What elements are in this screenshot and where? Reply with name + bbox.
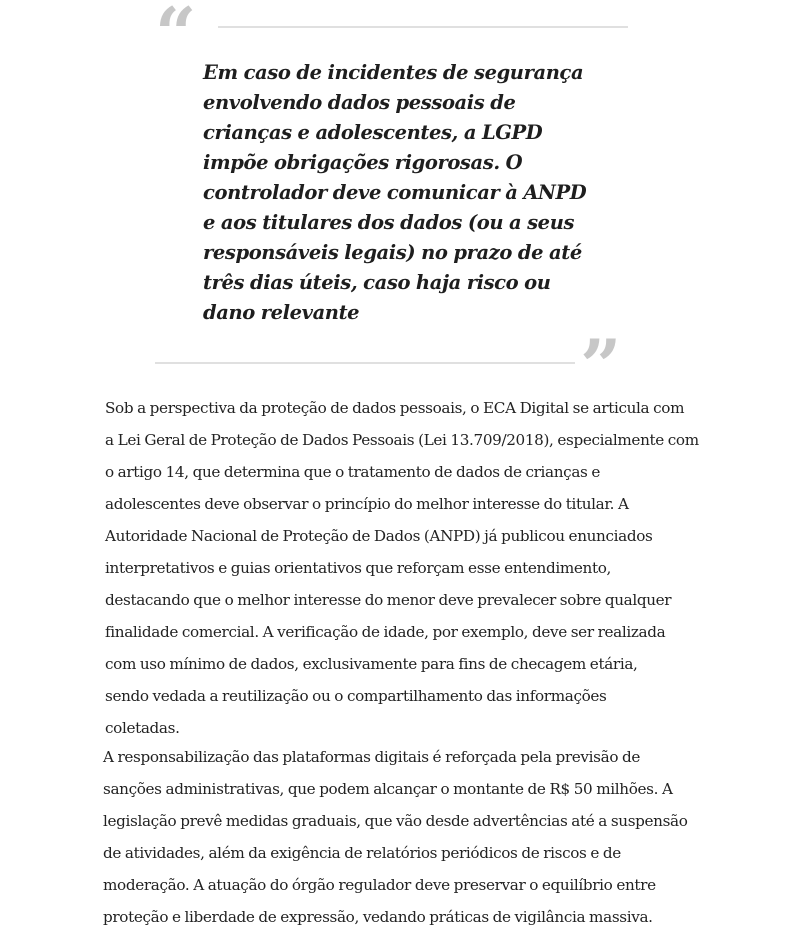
paragraph-line: sanções administrativas, que podem alcançar o montante de R$ 50 milhões. A — [103, 780, 673, 798]
paragraph-line: com uso mínimo de dados, exclusivamente para fins de checagem etária, — [105, 655, 638, 673]
paragraph-line: legislação prevê medidas graduais, que vão desde advertências até a suspensão — [103, 812, 688, 830]
quote-line: responsáveis legais) no prazo de até — [203, 241, 582, 264]
paragraph-line: a Lei Geral de Proteção de Dados Pessoais (Lei 13.709/2018), especialmente com — [105, 431, 699, 449]
paragraph-line: destacando que o melhor interesse do menor deve prevalecer sobre qualquer — [105, 591, 672, 609]
quote-line: Em caso de incidentes de segurança — [203, 61, 584, 84]
paragraph-line: proteção e liberdade de expressão, vedando práticas de vigilância massiva. — [103, 908, 653, 926]
close-quote-icon: ” — [580, 323, 618, 408]
paragraph-line: finalidade comercial. A verificação de idade, por exemplo, deve ser realizada — [105, 623, 666, 641]
quote-bottom-divider — [155, 362, 575, 364]
pull-quote — [155, 0, 630, 408]
quote-line: crianças e adolescentes, a LGPD — [203, 121, 543, 144]
paragraph-line: o artigo 14, que determina que o tratamento de dados de crianças e — [105, 463, 601, 481]
paragraph-line: A responsabilização das plataformas digitais é reforçada pela previsão de — [103, 748, 640, 766]
paragraph-line: moderação. A atuação do órgão regulador deve preservar o equilíbrio entre — [103, 876, 656, 894]
quote-line: controlador deve comunicar à ANPD — [203, 181, 587, 204]
quote-line: dano relevante — [203, 301, 360, 324]
paragraph-line: coletadas. — [105, 719, 180, 737]
paragraph-line: Sob a perspectiva da proteção de dados pessoais, o ECA Digital se articula com — [105, 399, 685, 417]
article-paragraph-data-protection — [105, 392, 715, 744]
paragraph-line: interpretativos e guias orientativos que reforçam esse entendimento, — [105, 559, 612, 577]
paragraph-line: Autoridade Nacional de Proteção de Dados (ANPD) já publicou enunciados — [105, 527, 653, 545]
paragraph-line: de atividades, além da exigência de relatórios periódicos de riscos e de — [103, 844, 621, 862]
quote-top-divider — [218, 26, 628, 28]
quote-line: e aos titulares dos dados (ou a seus — [203, 211, 575, 234]
quote-line: impõe obrigações rigorosas. O — [203, 151, 523, 174]
pull-quote-text — [203, 58, 603, 328]
quote-line: envolvendo dados pessoais de — [203, 91, 516, 114]
article-paragraph-sanctions — [103, 741, 715, 933]
article-body — [105, 392, 715, 933]
open-quote-icon: “ — [155, 0, 193, 76]
paragraph-line: sendo vedada a reutilização ou o compartilhamento das informações — [105, 687, 607, 705]
paragraph-line: adolescentes deve observar o princípio do melhor interesse do titular. A — [105, 495, 629, 513]
quote-line: três dias úteis, caso haja risco ou — [203, 271, 551, 294]
